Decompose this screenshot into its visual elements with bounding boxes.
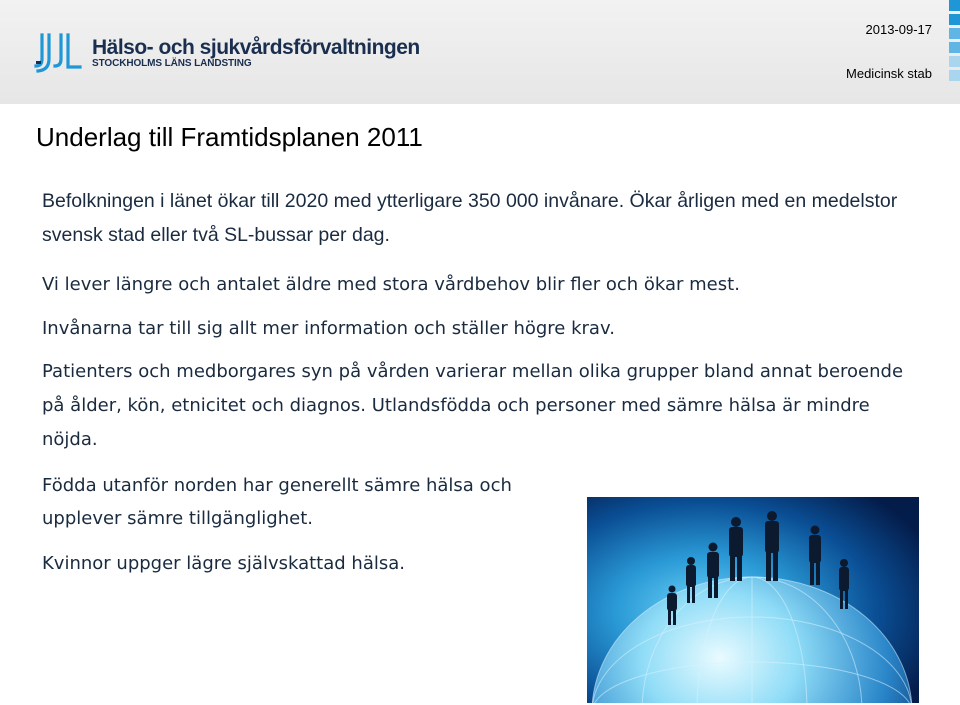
slide-title: Underlag till Framtidsplanen 2011 — [36, 122, 423, 152]
department-label: Medicinsk stab — [846, 66, 932, 81]
slide-header — [0, 0, 960, 104]
paragraph-elderly: Vi lever längre och antalet äldre med stora vårdbehov blir fler och ökar mest. — [42, 274, 740, 295]
org-name: Hälso- och sjukvårdsförvaltningen — [92, 36, 420, 59]
paragraph-patient-views: Patienters och medborgares syn på vården varierar mellan olika grupper bland annat beroende på ålder, kön, etnicitet och diagnos. Utlandsfödda och personer med sämre hälsa är mindre nöjda. — [42, 361, 904, 450]
org-subtitle: STOCKHOLMS LÄNS LANDSTING — [92, 58, 252, 69]
paragraph-foreign-born: Födda utanför norden har generellt sämre hälsa och upplever sämre tillgänglighet. — [42, 475, 512, 529]
slide-date: 2013-09-17 — [865, 22, 932, 37]
decorative-squares — [946, 0, 960, 84]
people-on-globe-photo — [587, 497, 919, 703]
paragraph-population: Befolkningen i länet ökar till 2020 med ytterligare 350 000 invånare. Ökar årligen med en medelstor svensk stad eller två SL-bussar per dag. — [42, 190, 898, 246]
sll-logo-icon — [34, 33, 82, 73]
paragraph-information: Invånarna tar till sig allt mer information och ställer högre krav. — [42, 318, 615, 339]
paragraph-women-health: Kvinnor uppger lägre självskattad hälsa. — [42, 553, 405, 574]
